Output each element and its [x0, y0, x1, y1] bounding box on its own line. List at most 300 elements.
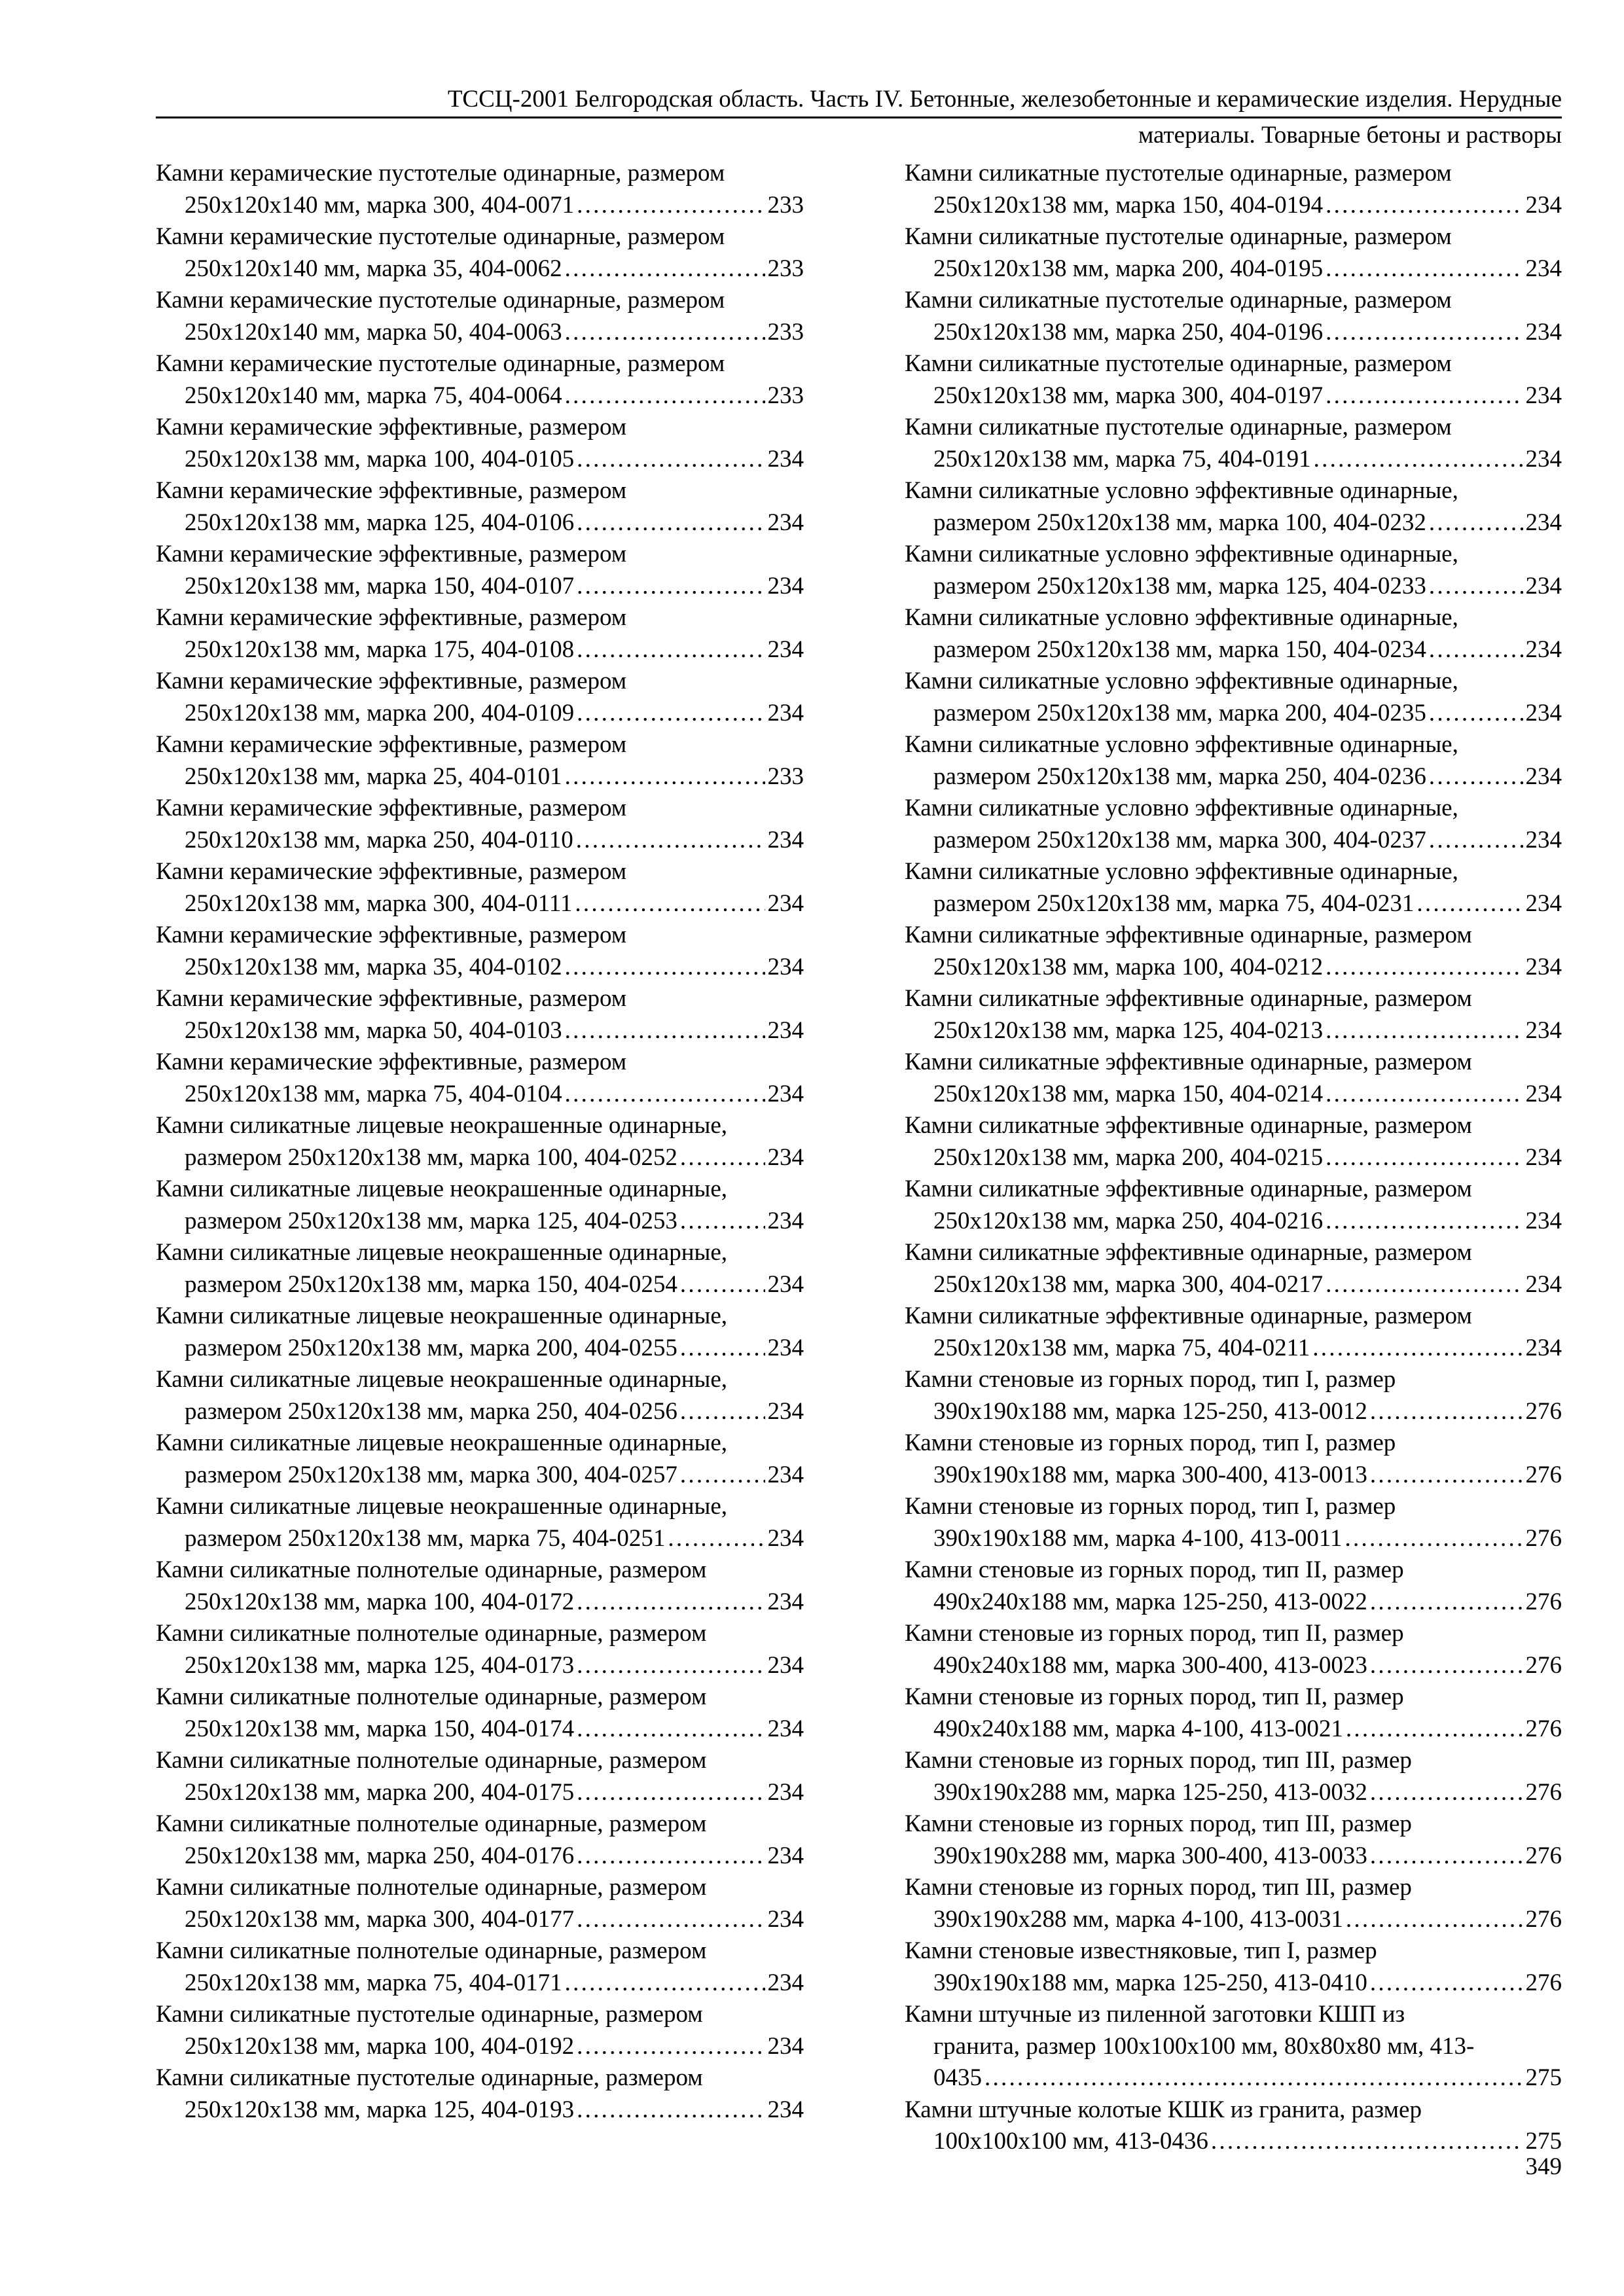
- index-entry-detail-line: [156, 571, 804, 603]
- dot-leader: [1416, 888, 1523, 920]
- index-entry: [156, 920, 804, 983]
- index-entry-title: Камни силикатные полнотелые одинарные, размером: [156, 1937, 707, 1964]
- index-entry-detail-line: [156, 253, 804, 285]
- index-entry-page: 276: [1525, 1842, 1562, 1869]
- index-entry-page: 234: [767, 1334, 804, 1361]
- index-entry: [156, 1427, 804, 1491]
- index-entry-detail-line: [156, 317, 804, 349]
- dot-leader: [565, 1967, 765, 2000]
- dot-leader: [577, 571, 765, 603]
- index-entry-page: 234: [1525, 762, 1562, 790]
- running-header: ТССЦ-2001 Белгородская область. Часть IV. Бетонные, железобетонные и керамические изделия. Нерудные: [156, 82, 1562, 118]
- index-entry-page: 234: [767, 1080, 804, 1107]
- dot-leader: [1429, 698, 1523, 730]
- index-entry: [156, 1300, 804, 1364]
- index-entry-title: Камни силикатные пустотелые одинарные, размером: [905, 350, 1452, 377]
- index-entry-detail-line: [905, 571, 1562, 603]
- index-entry-detail-line: [905, 1396, 1562, 1428]
- index-entry-detail: 390х190х288 мм, марка 125-250, 413-0032: [933, 1778, 1367, 1806]
- index-entry-page: 234: [767, 1778, 804, 1806]
- index-entry-detail-line: [905, 1904, 1562, 1936]
- index-entry-title: Камни силикатные лицевые неокрашенные одинарные,: [156, 1112, 728, 1139]
- index-entry-title: Камни силикатные условно эффективные одинарные,: [905, 668, 1458, 694]
- index-entry: [905, 1300, 1562, 1364]
- index-entry-detail: 490х240х188 мм, марка 300-400, 413-0023: [933, 1651, 1367, 1679]
- index-entry-page: 276: [1525, 1524, 1562, 1552]
- index-entry-detail-line: [156, 825, 804, 857]
- index-entry-page: 234: [1525, 1270, 1562, 1298]
- index-entry-page: 234: [767, 572, 804, 600]
- dot-leader: [1326, 1269, 1523, 1301]
- index-entry-page: 233: [767, 762, 804, 790]
- index-entry-title: Камни керамические эффективные, размером: [156, 668, 627, 694]
- index-entry-detail-line: [905, 1967, 1562, 2000]
- index-entry-title: Камни стеновые из горных пород, тип II, размер: [905, 1620, 1404, 1647]
- dot-leader: [1429, 507, 1523, 539]
- dot-leader: [680, 1460, 765, 1492]
- dot-leader: [577, 1904, 765, 1936]
- index-entry-detail: 250х120х138 мм, марка 100, 404-0192: [185, 2032, 575, 2060]
- index-entry-detail-line: [905, 1650, 1562, 1682]
- index-entry-page: 234: [767, 1270, 804, 1298]
- index-entry-title: Камни керамические эффективные, размером: [156, 731, 627, 758]
- dot-leader: [1370, 1967, 1523, 2000]
- index-entry-page: 234: [1525, 191, 1562, 219]
- index-entry-detail: 250х120х138 мм, марка 300, 404-0217: [933, 1270, 1324, 1298]
- index-entry-detail-line: [905, 1523, 1562, 1555]
- dot-leader: [1312, 1333, 1523, 1365]
- index-entry-detail-line: [905, 317, 1562, 349]
- index-entry-title: Камни стеновые из горных пород, тип III, размер: [905, 1747, 1412, 1774]
- index-entry-detail: 250х120х140 мм, марка 75, 404-0064: [185, 382, 562, 409]
- index-entry-title: Камни керамические эффективные, размером: [156, 604, 627, 631]
- index-entry-title: Камни силикатные условно эффективные одинарные,: [905, 731, 1458, 758]
- index-entry-title: Камни силикатные пустотелые одинарные, размером: [905, 287, 1452, 314]
- index-entry-title: Камни силикатные полнотелые одинарные, размером: [156, 1683, 707, 1710]
- index-entry-detail: 390х190х288 мм, марка 300-400, 413-0033: [933, 1842, 1367, 1869]
- index-entry-page: 234: [767, 1016, 804, 1044]
- index-entry-page: 276: [1525, 1588, 1562, 1615]
- index-entry-title: Камни керамические эффективные, размером: [156, 1049, 627, 1075]
- dot-leader: [565, 317, 765, 349]
- index-entry-title: Камни керамические эффективные, размером: [156, 858, 627, 885]
- index-entry: [156, 1745, 804, 1808]
- dot-leader: [1370, 1460, 1523, 1492]
- index-entry-detail: 250х120х138 мм, марка 150, 404-0107: [185, 572, 575, 600]
- index-entry-title: Камни силикатные лицевые неокрашенные одинарные,: [156, 1239, 728, 1266]
- index-entry: [156, 793, 804, 856]
- index-entry-detail-line: [156, 507, 804, 539]
- index-entry: [905, 475, 1562, 539]
- index-entry-detail: 250х120х138 мм, марка 150, 404-0214: [933, 1080, 1324, 1107]
- dot-leader: [577, 1650, 765, 1682]
- dot-leader: [1370, 1396, 1523, 1428]
- index-entry-page: 234: [767, 509, 804, 536]
- dot-leader: [1429, 634, 1523, 666]
- dot-leader: [565, 761, 765, 793]
- index-entry-detail-line: [156, 444, 804, 476]
- index-entry-detail: 250х120х138 мм, марка 75, 404-0191: [933, 445, 1311, 473]
- index-entry-detail: 250х120х138 мм, марка 125, 404-0213: [933, 1016, 1324, 1044]
- index-entry-detail: 250х120х138 мм, марка 200, 404-0195: [933, 255, 1324, 282]
- index-entry-page: 234: [767, 953, 804, 980]
- dot-leader: [577, 1713, 765, 1746]
- index-entry: [905, 158, 1562, 221]
- index-entry-title: Камни силикатные условно эффективные одинарные,: [905, 858, 1458, 885]
- dot-leader: [1429, 761, 1523, 793]
- index-entry: [156, 221, 804, 285]
- index-entry-detail-line: [156, 1142, 804, 1174]
- dot-leader: [1326, 253, 1523, 285]
- index-entry: [905, 1427, 1562, 1491]
- index-entry-page: 233: [767, 191, 804, 219]
- index-entry: [905, 666, 1562, 729]
- index-entry-detail: 250х120х138 мм, марка 200, 404-0109: [185, 699, 575, 726]
- dot-leader: [577, 2094, 765, 2126]
- index-entry: [156, 1364, 804, 1427]
- index-entry-detail-line: [905, 634, 1562, 666]
- index-entry-title: Камни силикатные пустотелые одинарные, размером: [156, 2064, 703, 2091]
- index-entry: [905, 1872, 1562, 1935]
- index-entry-detail: размером 250х120х138 мм, марка 300, 404-0237: [933, 826, 1426, 853]
- page-number: 349: [1525, 2153, 1562, 2180]
- index-entry: [156, 475, 804, 539]
- index-entry-detail: 250х120х138 мм, марка 75, 404-0211: [933, 1334, 1310, 1361]
- dot-leader: [1326, 1079, 1523, 1111]
- index-entry-detail-line: [905, 444, 1562, 476]
- dot-leader: [1370, 1650, 1523, 1682]
- dot-leader: [577, 698, 765, 730]
- index-entry-title: Камни силикатные условно эффективные одинарные,: [905, 541, 1458, 567]
- index-entry-page: 234: [767, 1905, 804, 1933]
- index-entry: [905, 1999, 1562, 2094]
- index-entry-page: 234: [1525, 1207, 1562, 1234]
- index-entry-title: Камни силикатные лицевые неокрашенные одинарные,: [156, 1366, 728, 1393]
- index-entry: [905, 1681, 1562, 1745]
- index-entry-page: 276: [1525, 1905, 1562, 1933]
- dot-leader: [575, 888, 765, 920]
- dot-leader: [565, 952, 765, 984]
- index-entry-page: 234: [1525, 1143, 1562, 1171]
- index-entry-page: 234: [1525, 572, 1562, 600]
- index-entry-page: 234: [1525, 953, 1562, 980]
- index-entry-title: Камни силикатные лицевые неокрашенные одинарные,: [156, 1175, 728, 1202]
- index-entry-detail: 250х120х140 мм, марка 50, 404-0063: [185, 318, 562, 346]
- index-entry-detail: 250х120х138 мм, марка 125, 404-0173: [185, 1651, 575, 1679]
- index-entry: [156, 1681, 804, 1745]
- dot-leader: [668, 1523, 765, 1555]
- index-entry-title: Камни силикатные пустотелые одинарные, размером: [905, 414, 1452, 440]
- index-entry: [905, 285, 1562, 348]
- index-entry-title: Камни силикатные лицевые неокрашенные одинарные,: [156, 1429, 728, 1456]
- index-entry-title: Камни силикатные условно эффективные одинарные,: [905, 477, 1458, 504]
- index-entry-page: 234: [767, 1461, 804, 1488]
- dot-leader: [1326, 1206, 1523, 1238]
- index-entry-page: 275: [1525, 2128, 1562, 2155]
- index-entry-detail-line: [905, 190, 1562, 222]
- index-entry: [905, 920, 1562, 983]
- index-entry: [905, 602, 1562, 666]
- index-entry-title: Камни керамические пустотелые одинарные, размером: [156, 287, 725, 314]
- index-entry-title: Камни силикатные условно эффективные одинарные,: [905, 795, 1458, 821]
- index-entry-detail: 250х120х138 мм, марка 100, 404-0105: [185, 445, 575, 473]
- index-entry-page: 234: [1525, 636, 1562, 663]
- index-entry: [156, 1554, 804, 1618]
- index-entry-page: 234: [767, 826, 804, 853]
- dot-leader: [1326, 380, 1523, 412]
- index-entry-page: 233: [767, 255, 804, 282]
- index-entry-page: 234: [767, 2096, 804, 2123]
- index-entry-detail-line: [905, 1079, 1562, 1111]
- index-entry-title: Камни стеновые известняковые, тип I, размер: [905, 1937, 1377, 1964]
- index-entry-detail: 390х190х188 мм, марка 125-250, 413-0410: [933, 1969, 1367, 1996]
- index-entry-page: 234: [767, 699, 804, 726]
- index-entry: [905, 983, 1562, 1047]
- index-entry-detail-line: [156, 380, 804, 412]
- index-entry-title: Камни силикатные эффективные одинарные, размером: [905, 922, 1472, 948]
- index-entry-title: Камни керамические пустотелые одинарные, размером: [156, 223, 725, 250]
- index-entry-title: Камни стеновые из горных пород, тип II, размер: [905, 1683, 1404, 1710]
- index-entry-detail: 250х120х138 мм, марка 175, 404-0108: [185, 636, 575, 663]
- index-entry: [156, 1237, 804, 1300]
- dot-leader: [577, 1587, 765, 1619]
- index-entry-detail: 250х120х138 мм, марка 250, 404-0196: [933, 318, 1324, 346]
- index-entry: [156, 158, 804, 221]
- dot-leader: [1370, 1587, 1523, 1619]
- index-entry: [156, 412, 804, 475]
- index-entry-title: Камни стеновые из горных пород, тип I, размер: [905, 1493, 1396, 1520]
- index-entry: [156, 1999, 804, 2062]
- index-entry-page: 234: [1525, 699, 1562, 726]
- index-entry: [905, 1237, 1562, 1300]
- index-entry-page: 234: [1525, 1080, 1562, 1107]
- index-entry-detail: 250х120х138 мм, марка 300, 404-0197: [933, 382, 1324, 409]
- dot-leader: [1370, 1777, 1523, 1809]
- index-entry-title: Камни силикатные полнотелые одинарные, размером: [156, 1556, 707, 1583]
- index-entry-page: 234: [1525, 382, 1562, 409]
- index-entry: [905, 793, 1562, 856]
- index-entry-title: Камни силикатные пустотелые одинарные, размером: [905, 160, 1452, 187]
- index-entry-detail: 250х120х138 мм, марка 125, 404-0193: [185, 2096, 575, 2123]
- index-entry-page: 276: [1525, 1461, 1562, 1488]
- index-entry-page: 234: [1525, 318, 1562, 346]
- index-entry-title: Камни керамические пустотелые одинарные, размером: [156, 350, 725, 377]
- dot-leader: [1345, 1523, 1523, 1555]
- index-entry: [156, 1047, 804, 1110]
- index-entry: [905, 221, 1562, 285]
- index-entry-detail: 250х120х138 мм, марка 50, 404-0103: [185, 1016, 562, 1044]
- index-entry-detail-line: [156, 1015, 804, 1047]
- index-entry-detail: размером 250х120х138 мм, марка 125, 404-0233: [933, 572, 1426, 600]
- index-entry-detail: 250х120х138 мм, марка 75, 404-0171: [185, 1969, 562, 1996]
- index-entry-title: Камни стеновые из горных пород, тип III, размер: [905, 1874, 1412, 1901]
- index-entry: [156, 1110, 804, 1174]
- index-entry-detail: 250х120х138 мм, марка 150, 404-0194: [933, 191, 1324, 219]
- dot-leader: [1346, 1713, 1523, 1746]
- index-entry-detail: 390х190х188 мм, марка 125-250, 413-0012: [933, 1397, 1367, 1425]
- index-entry-detail: 490х240х188 мм, марка 125-250, 413-0022: [933, 1588, 1367, 1615]
- index-entry-page: 234: [767, 1842, 804, 1869]
- index-entry-detail-line: [905, 507, 1562, 539]
- dot-leader: [1429, 571, 1523, 603]
- index-entry-title: Камни стеновые из горных пород, тип III, размер: [905, 1810, 1412, 1837]
- dot-leader: [577, 444, 765, 476]
- index-entry-detail: 250х120х140 мм, марка 300, 404-0071: [185, 191, 575, 219]
- index-entry-title: Камни керамические пустотелые одинарные, размером: [156, 160, 725, 187]
- index-entry: [156, 1491, 804, 1554]
- index-entry-page: 234: [767, 1524, 804, 1552]
- index-entry-detail-line: [156, 1206, 804, 1238]
- index-entry-detail-line: [905, 1460, 1562, 1492]
- dot-leader: [1370, 1840, 1523, 1873]
- index-entry-detail: 250х120х138 мм, марка 100, 404-0172: [185, 1588, 575, 1615]
- index-entry-page: 276: [1525, 1397, 1562, 1425]
- index-entry-detail: 0435: [933, 2064, 982, 2091]
- index-entry: [156, 1618, 804, 1681]
- index-entry-detail-line: [905, 1777, 1562, 1809]
- index-entry-title: Камни силикатные эффективные одинарные, размером: [905, 1112, 1472, 1139]
- index-entry-detail-line: [905, 761, 1562, 793]
- dot-leader: [1314, 444, 1523, 476]
- index-entry-detail-line: [905, 1142, 1562, 1174]
- dot-leader: [565, 1015, 765, 1047]
- dot-leader: [577, 634, 765, 666]
- index-entry: [905, 1047, 1562, 1110]
- index-entry-title: Камни силикатные полнотелые одинарные, размером: [156, 1747, 707, 1774]
- index-entry-detail: размером 250х120х138 мм, марка 150, 404-0234: [933, 636, 1426, 663]
- index-column-right: [905, 158, 1562, 2158]
- index-entry-detail-line: [905, 698, 1562, 730]
- index-entry-detail-line: [905, 380, 1562, 412]
- index-entry: [905, 1110, 1562, 1174]
- dot-leader: [577, 507, 765, 539]
- index-entry-detail: 390х190х288 мм, марка 4-100, 413-0031: [933, 1905, 1343, 1933]
- index-entry-detail: 250х120х138 мм, марка 125, 404-0106: [185, 509, 575, 536]
- index-entry-detail: 250х120х140 мм, марка 35, 404-0062: [185, 255, 562, 282]
- index-entry-title: Камни стеновые из горных пород, тип II, размер: [905, 1556, 1404, 1583]
- index-entry-detail: размером 250х120х138 мм, марка 75, 404-0251: [185, 1524, 666, 1552]
- index-entry-title: Камни штучные из пиленной заготовки КШП из: [905, 2001, 1405, 2028]
- index-entry-detail-line: [156, 698, 804, 730]
- index-entry-detail-line: [905, 1015, 1562, 1047]
- dot-leader: [577, 1840, 765, 1873]
- index-entry-detail-line: [156, 190, 804, 222]
- index-entry: [905, 1935, 1562, 1999]
- index-entry-detail-line: [905, 1206, 1562, 1238]
- index-entry-page: 234: [767, 445, 804, 473]
- index-entry-detail: размером 250х120х138 мм, марка 75, 404-0231: [933, 889, 1415, 917]
- index-entry-title: Камни керамические эффективные, размером: [156, 922, 627, 948]
- index-entry-title: Камни стеновые из горных пород, тип I, размер: [905, 1429, 1396, 1456]
- index-entry-detail: 250х120х138 мм, марка 250, 404-0176: [185, 1842, 575, 1869]
- dot-leader: [1326, 1015, 1523, 1047]
- index-entry-detail-line: [905, 1269, 1562, 1301]
- index-entry-title: Камни керамические эффективные, размером: [156, 541, 627, 567]
- index-entry-detail-line: [905, 1840, 1562, 1873]
- index-entry-detail-line: [156, 2031, 804, 2063]
- index-entry-detail: 250х120х138 мм, марка 200, 404-0175: [185, 1778, 575, 1806]
- index-entry-detail: 250х120х138 мм, марка 300, 404-0111: [185, 889, 573, 917]
- index-entry-detail: 250х120х138 мм, марка 300, 404-0177: [185, 1905, 575, 1933]
- index-entry-page: 234: [767, 636, 804, 663]
- index-entry-detail-line: [156, 1079, 804, 1111]
- dot-leader: [680, 1333, 765, 1365]
- dot-leader: [1326, 1142, 1523, 1174]
- index-entry: [156, 348, 804, 412]
- index-entry-detail-line: [156, 1269, 804, 1301]
- index-entry-page: 275: [1525, 2064, 1562, 2091]
- index-entry-title: Камни силикатные эффективные одинарные, размером: [905, 985, 1472, 1012]
- index-entry-detail: 250х120х138 мм, марка 250, 404-0110: [185, 826, 573, 853]
- index-entry-page: 234: [1525, 889, 1562, 917]
- dot-leader: [680, 1206, 765, 1238]
- index-entry: [905, 412, 1562, 475]
- index-entry: [905, 1554, 1562, 1618]
- index-entry: [156, 1808, 804, 1872]
- index-entry-page: 233: [767, 382, 804, 409]
- dot-leader: [680, 1269, 765, 1301]
- index-entry-title: Камни силикатные полнотелые одинарные, размером: [156, 1874, 707, 1901]
- index-entry-title: Камни силикатные полнотелые одинарные, размером: [156, 1620, 707, 1647]
- running-header-continued: материалы. Товарные бетоны и растворы: [1138, 122, 1562, 149]
- index-entry: [905, 1618, 1562, 1681]
- index-entry-page: 234: [767, 1143, 804, 1171]
- index-entry-detail: размером 250х120х138 мм, марка 300, 404-0257: [185, 1461, 677, 1488]
- index-entry-detail-line: [156, 761, 804, 793]
- index-entry-detail: размером 250х120х138 мм, марка 200, 404-0235: [933, 699, 1426, 726]
- index-entry: [156, 539, 804, 602]
- index-entry: [156, 856, 804, 920]
- dot-leader: [577, 1777, 765, 1809]
- index-entry-title: Камни силикатные полнотелые одинарные, размером: [156, 1810, 707, 1837]
- index-entry: [156, 983, 804, 1047]
- index-entry-detail-line: [156, 1650, 804, 1682]
- index-entry-detail-line: [156, 1967, 804, 2000]
- index-entry: [905, 348, 1562, 412]
- dot-leader: [1429, 825, 1523, 857]
- index-entry-page: 234: [767, 1397, 804, 1425]
- index-entry-detail: 250х120х138 мм, марка 250, 404-0216: [933, 1207, 1324, 1234]
- dot-leader: [1326, 190, 1523, 222]
- index-entry-page: 234: [767, 1715, 804, 1742]
- index-entry-detail-line: [156, 1396, 804, 1428]
- index-entry-detail: размером 250х120х138 мм, марка 200, 404-0255: [185, 1334, 677, 1361]
- index-entry: [156, 729, 804, 793]
- index-entry-page: 234: [1525, 1334, 1562, 1361]
- index-entry-detail-line: [156, 1777, 804, 1809]
- index-entry-detail-line: [156, 1840, 804, 1873]
- index-entry-page: 234: [1525, 509, 1562, 536]
- index-entry-title: Камни силикатные лицевые неокрашенные одинарные,: [156, 1493, 728, 1520]
- dot-leader: [577, 2031, 765, 2063]
- dot-leader: [565, 380, 765, 412]
- index-entry-page: 234: [767, 2032, 804, 2060]
- index-entry-title: Камни стеновые из горных пород, тип I, размер: [905, 1366, 1396, 1393]
- index-entry-page: 234: [767, 1969, 804, 1996]
- index-entry-detail-line: [156, 1587, 804, 1619]
- index-entry: [905, 2094, 1562, 2158]
- index-entry-page: 234: [1525, 1016, 1562, 1044]
- dot-leader: [576, 825, 765, 857]
- dot-leader: [1326, 317, 1523, 349]
- index-entry-detail: 390х190х188 мм, марка 300-400, 413-0013: [933, 1461, 1367, 1488]
- index-entry: [905, 856, 1562, 920]
- index-entry-page: 234: [767, 1588, 804, 1615]
- index-entry-detail-line: [905, 888, 1562, 920]
- index-entry-detail-line: [905, 253, 1562, 285]
- index-column-left: [156, 158, 804, 2126]
- index-entry-page: 276: [1525, 1778, 1562, 1806]
